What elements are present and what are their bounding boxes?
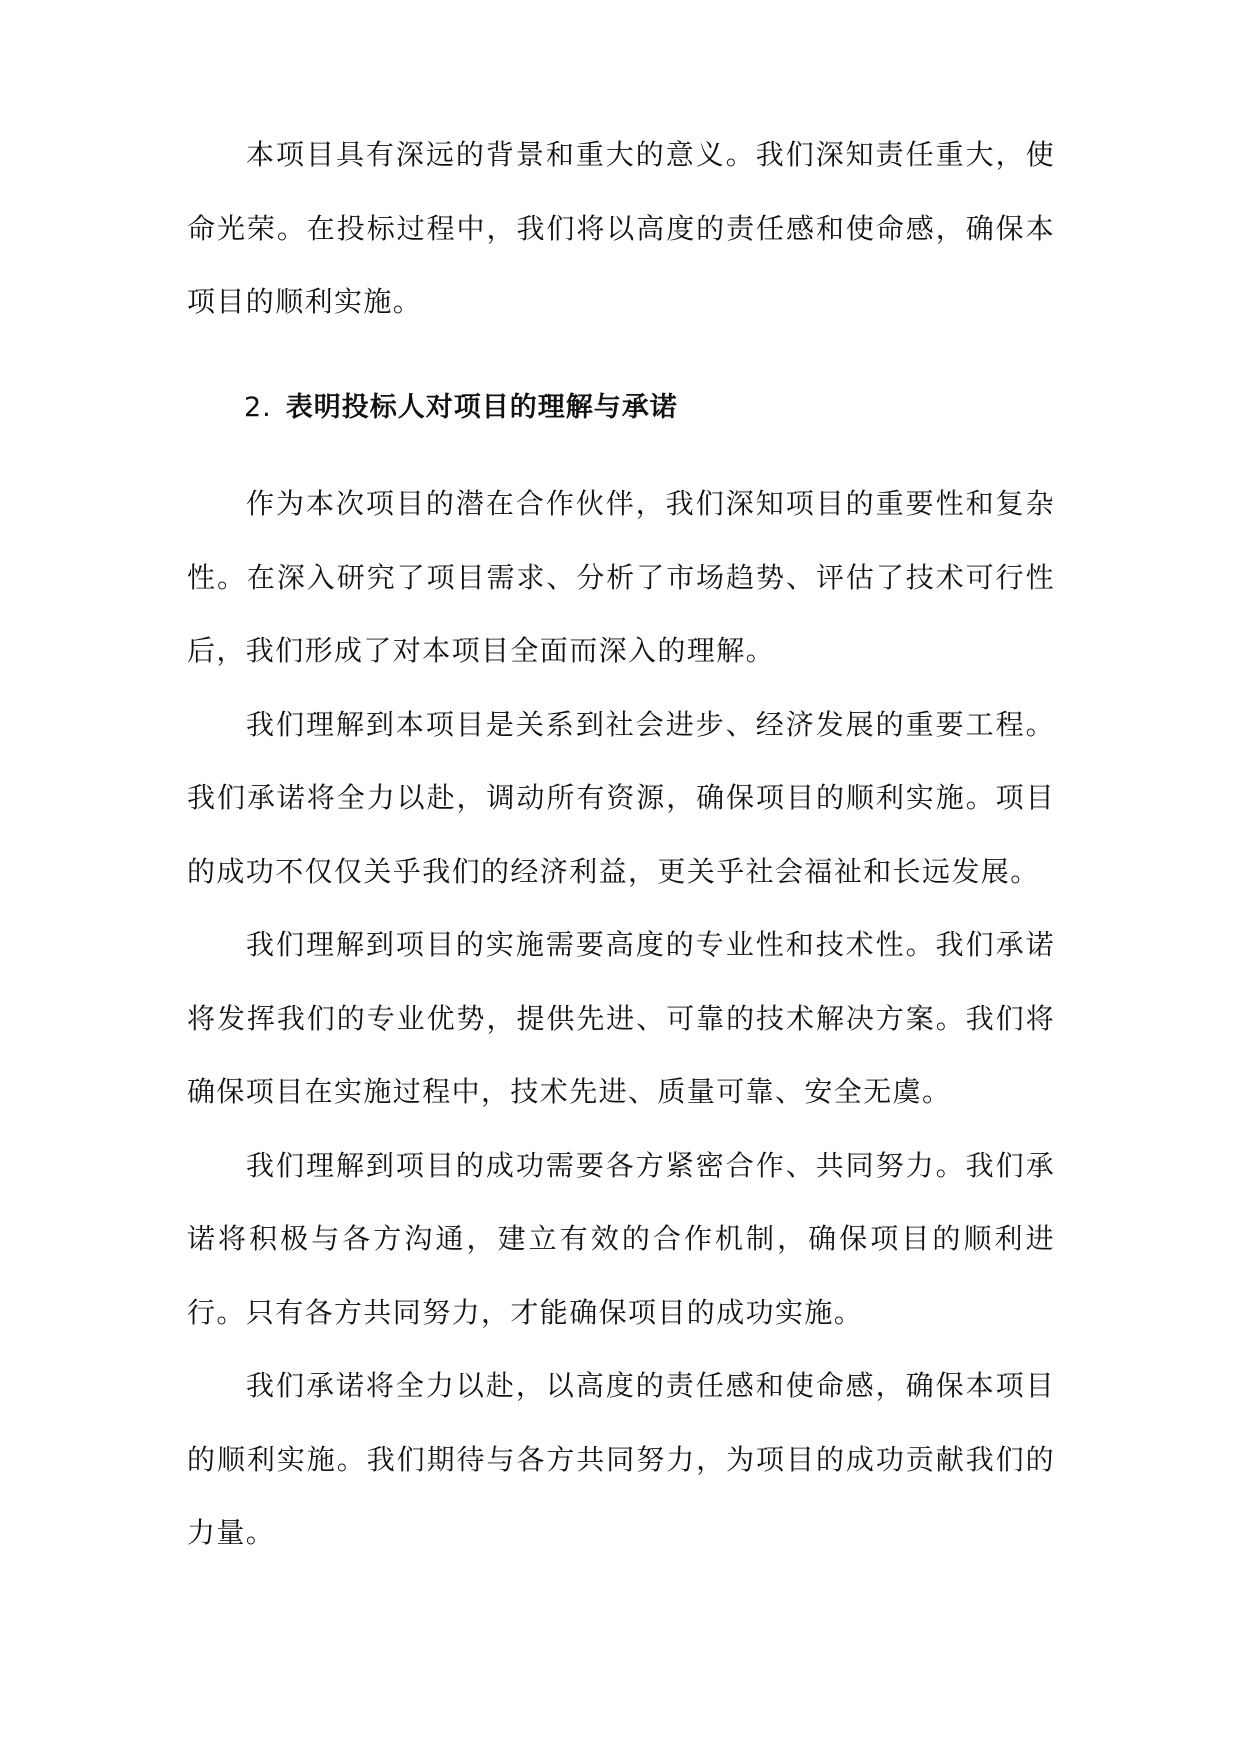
body-paragraph: 我们理解到项目的实施需要高度的专业性和技术性。我们承诺将发挥我们的专业优势，提供先进、可靠的技术解决方案。我们将确保项目在实施过程中，技术先进、质量可靠、安全无虞。 [187, 928, 1055, 1108]
body-paragraph: 我们承诺将全力以赴，以高度的责任感和使命感，确保本项目的顺利实施。我们期待与各方共同努力，为项目的成功贡献我们的力量。 [187, 1369, 1055, 1549]
body-paragraph: 我们理解到项目的成功需要各方紧密合作、共同努力。我们承诺将积极与各方沟通，建立有效的合作机制，确保项目的顺利进行。只有各方共同努力，才能确保项目的成功实施。 [187, 1148, 1055, 1329]
section-number: 2. [244, 392, 272, 423]
section-title: 表明投标人对项目的理解与承诺 [285, 392, 678, 423]
body-paragraph: 作为本次项目的潜在合作伙伴，我们深知项目的重要性和复杂性。在深入研究了项目需求、分析了市场趋势、评估了技术可行性后，我们形成了对本项目全面而深入的理解。 [187, 487, 1055, 667]
section-body [187, 467, 1055, 1570]
body-paragraph: 我们理解到本项目是关系到社会进步、经济发展的重要工程。我们承诺将全力以赴，调动所有资源，确保项目的顺利实施。项目的成功不仅仅关乎我们的经济利益，更关乎社会福祉和长远发展。 [187, 707, 1055, 888]
section-heading [244, 386, 1044, 430]
intro-block [187, 118, 1055, 339]
intro-paragraph: 本项目具有深远的背景和重大的意义。我们深知责任重大，使命光荣。在投标过程中，我们将以高度的责任感和使命感，确保本项目的顺利实施。 [187, 138, 1055, 318]
